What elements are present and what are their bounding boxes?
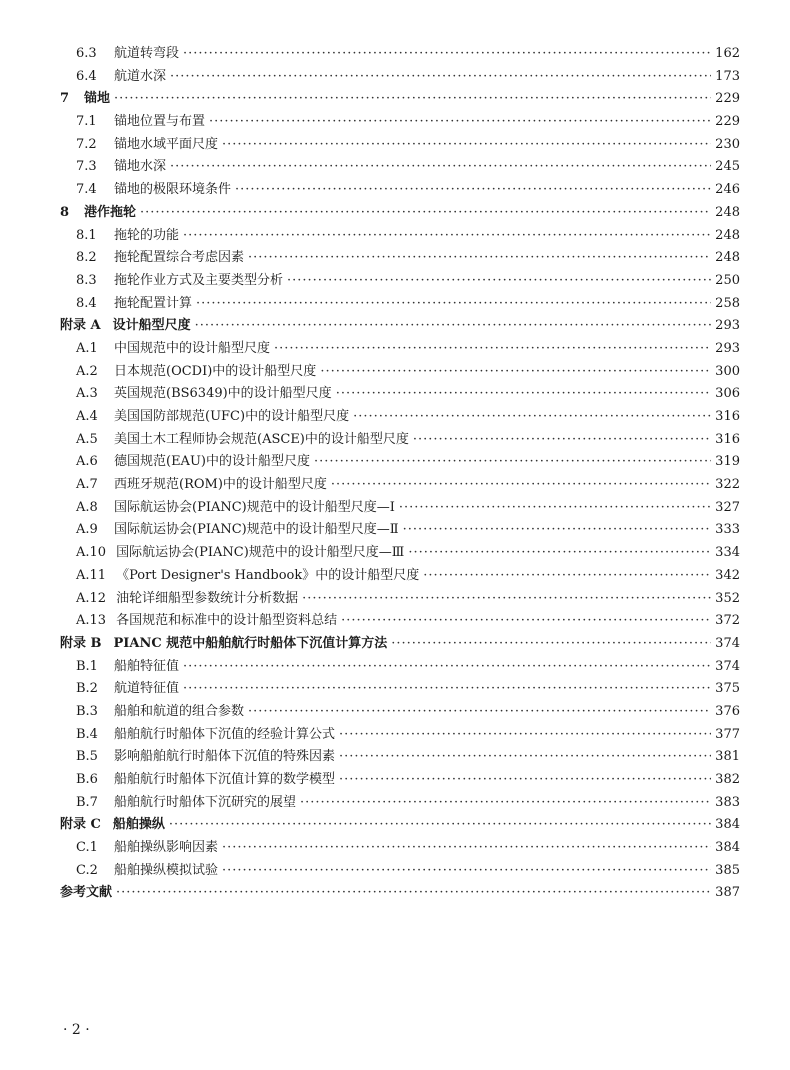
- toc-entry[interactable]: [60, 724, 740, 747]
- toc-entry-number: A.13: [76, 613, 107, 629]
- toc-entry-page: 382: [715, 772, 740, 787]
- toc-entry-number: A.3: [76, 386, 98, 402]
- toc-entry-number: A.2: [76, 363, 98, 379]
- toc-entry-title: 设计船型尺度: [112, 318, 191, 334]
- toc-entry-number: 7: [60, 91, 70, 107]
- toc-entry-title: 锚地水深: [114, 159, 167, 175]
- toc-entry-number: 8: [60, 204, 70, 220]
- dot-leader: [391, 633, 711, 656]
- toc-entry[interactable]: [60, 678, 740, 701]
- dot-leader: [274, 338, 711, 361]
- toc-entry[interactable]: [60, 66, 740, 89]
- toc-entry-title: 锚地位置与布置: [114, 114, 206, 130]
- dot-leader: [222, 837, 711, 860]
- dot-leader: [170, 66, 711, 89]
- toc-entry-title: 航道转弯段: [114, 46, 180, 61]
- toc-entry[interactable]: [60, 746, 740, 769]
- toc-entry-title: 参考文献: [60, 885, 113, 901]
- toc-entry[interactable]: [60, 43, 740, 66]
- toc-entry[interactable]: [60, 497, 740, 520]
- toc-entry[interactable]: [60, 361, 740, 384]
- toc-entry-title: 拖轮的功能: [114, 227, 180, 243]
- dot-leader: [235, 179, 711, 202]
- toc-entry-page: 248: [715, 204, 740, 220]
- toc-entry-page: 316: [715, 431, 740, 447]
- dot-leader: [196, 293, 711, 316]
- toc-entry-title: 船舶和航道的组合参数: [114, 703, 245, 719]
- toc-entry-number: B.6: [76, 772, 98, 787]
- toc-entry-title: 影响船舶航行时船体下沉值的特殊因素: [114, 749, 336, 765]
- toc-entry-number: A.12: [76, 590, 107, 606]
- toc-entry-number: 7.4: [76, 182, 97, 198]
- toc-entry[interactable]: [60, 338, 740, 361]
- dot-leader: [300, 792, 711, 815]
- toc-entry-page: 319: [715, 454, 740, 470]
- toc-entry-page: 258: [715, 295, 740, 311]
- toc-entry-number: A.9: [76, 522, 98, 538]
- toc-entry-page: 372: [715, 613, 740, 629]
- toc-entry[interactable]: [60, 792, 740, 815]
- toc-entry-title: 日本规范(OCDI)中的设计船型尺度: [114, 363, 317, 379]
- toc-entry-number: 7.3: [76, 159, 97, 175]
- toc-entry-number: 6.3: [76, 46, 97, 61]
- dot-leader: [116, 882, 711, 905]
- toc-entry-page: 383: [715, 794, 740, 810]
- toc-entry-title: 国际航运协会(PIANC)规范中的设计船型尺度—Ⅱ: [114, 522, 399, 538]
- toc-entry[interactable]: [60, 588, 740, 611]
- toc-entry-number: B.1: [76, 658, 98, 674]
- toc-entry-number: C.1: [76, 840, 98, 856]
- dot-leader: [222, 134, 711, 157]
- toc-entry-title: 锚地: [84, 91, 111, 107]
- toc-entry-number: 6.4: [76, 68, 97, 84]
- toc-entry-page: 300: [715, 363, 740, 379]
- toc-entry-title: 船舶操纵影响因素: [114, 840, 219, 856]
- toc-entry[interactable]: [60, 225, 740, 248]
- toc-entry-title: 船舶特征值: [114, 658, 180, 674]
- dot-leader: [423, 565, 711, 588]
- toc-entry-title: 国际航运协会(PIANC)规范中的设计船型尺度—Ⅰ: [114, 499, 395, 515]
- toc-entry-title: 船舶航行时船体下沉研究的展望: [114, 794, 297, 810]
- toc-entry-page: 377: [715, 726, 740, 742]
- toc-entry-title: 英国规范(BS6349)中的设计船型尺度: [114, 386, 332, 402]
- toc-entry-title: 美国国防部规范(UFC)中的设计船型尺度: [114, 409, 350, 424]
- toc-entry-number: A.5: [76, 431, 98, 447]
- toc-entry-title: 锚地的极限环境条件: [114, 182, 232, 198]
- toc-entry[interactable]: [60, 88, 740, 111]
- dot-leader: [140, 202, 711, 225]
- toc-entry-title: 拖轮配置计算: [114, 295, 193, 311]
- toc-entry-title: 船舶航行时船体下沉值计算的数学模型: [114, 772, 336, 787]
- dot-leader: [302, 588, 711, 611]
- dot-leader: [341, 610, 711, 633]
- toc-entry-page: 173: [715, 68, 740, 84]
- toc-entry-page: 229: [715, 114, 740, 130]
- toc-entry-page: 293: [715, 318, 740, 334]
- toc-entry-number: 8.4: [76, 295, 97, 311]
- toc-entry[interactable]: [60, 814, 740, 837]
- toc-entry[interactable]: [60, 451, 740, 474]
- dot-leader: [248, 247, 711, 270]
- toc-entry-number: B.4: [76, 726, 98, 742]
- dot-leader: [183, 225, 711, 248]
- dot-leader: [408, 542, 711, 565]
- toc-entry-number: A.10: [76, 545, 107, 561]
- toc-entry-number: 7.2: [76, 136, 97, 152]
- toc-entry[interactable]: [60, 406, 740, 429]
- toc-entry[interactable]: [60, 156, 740, 179]
- dot-leader: [222, 860, 711, 883]
- toc-entry-title: 航道水深: [114, 68, 167, 84]
- toc-entry-title: 船舶操纵: [112, 817, 165, 833]
- toc-entry-page: 374: [715, 658, 740, 674]
- toc-entry[interactable]: [60, 519, 740, 542]
- toc-entry-number: 8.2: [76, 250, 97, 266]
- toc-entry-number: A.7: [76, 477, 98, 493]
- toc-entry-number: 附录 C: [60, 817, 101, 833]
- toc-entry-page: 352: [715, 590, 740, 606]
- dot-leader: [339, 746, 711, 769]
- toc-entry-title: 拖轮作业方式及主要类型分析: [114, 272, 284, 288]
- toc-entry-page: 316: [715, 409, 740, 424]
- toc-entry-page: 162: [715, 46, 740, 61]
- dot-leader: [331, 474, 711, 497]
- toc-entry[interactable]: [60, 610, 740, 633]
- dot-leader: [114, 88, 711, 111]
- toc-entry-number: 7.1: [76, 114, 97, 130]
- toc-entry-page: 387: [715, 885, 740, 901]
- toc-entry-number: A.1: [76, 340, 98, 356]
- toc-entry-page: 248: [715, 250, 740, 266]
- toc-entry-page: 342: [715, 567, 740, 583]
- toc-entry[interactable]: [60, 701, 740, 724]
- dot-leader: [248, 701, 711, 724]
- dot-leader: [170, 156, 711, 179]
- toc-entry-page: 381: [715, 749, 740, 765]
- toc-entry[interactable]: [60, 882, 740, 905]
- toc-entry[interactable]: [60, 270, 740, 293]
- toc-entry[interactable]: [60, 860, 740, 883]
- dot-leader: [336, 383, 711, 406]
- toc-entry-page: 245: [715, 159, 740, 175]
- dot-leader: [195, 315, 712, 338]
- toc-entry-number: C.2: [76, 862, 98, 878]
- toc-entry[interactable]: [60, 474, 740, 497]
- toc-entry-page: 333: [715, 522, 740, 538]
- toc-entry-page: 334: [715, 545, 740, 561]
- toc-entry-title: 中国规范中的设计船型尺度: [114, 340, 271, 356]
- toc-entry-title: 德国规范(EAU)中的设计船型尺度: [114, 454, 310, 470]
- toc-entry-page: 229: [715, 91, 740, 107]
- dot-leader: [339, 769, 711, 792]
- toc-entry[interactable]: [60, 837, 740, 860]
- toc-entry-page: 375: [715, 681, 740, 697]
- toc-entry-page: 385: [715, 862, 740, 878]
- dot-leader: [413, 429, 711, 452]
- toc-entry-title: PIANC 规范中船舶航行时船体下沉值计算方法: [113, 635, 388, 651]
- toc-entry-title: 锚地水域平面尺度: [114, 136, 219, 152]
- table-of-contents: [60, 43, 740, 905]
- toc-entry[interactable]: [60, 293, 740, 316]
- toc-entry-page: 384: [715, 840, 740, 856]
- toc-entry-number: A.4: [76, 409, 98, 424]
- dot-leader: [183, 43, 711, 66]
- toc-entry-title: 各国规范和标准中的设计船型资料总结: [116, 613, 338, 629]
- toc-entry-number: 8.3: [76, 272, 97, 288]
- toc-entry-title: 美国土木工程师协会规范(ASCE)中的设计船型尺度: [114, 431, 409, 447]
- toc-entry-page: 248: [715, 227, 740, 243]
- toc-entry-page: 322: [715, 477, 740, 493]
- toc-entry-number: 8.1: [76, 227, 97, 243]
- toc-entry-number: A.11: [76, 567, 107, 583]
- dot-leader: [183, 656, 711, 679]
- dot-leader: [320, 361, 711, 384]
- toc-entry-number: B.5: [76, 749, 98, 765]
- toc-entry-page: 374: [715, 635, 740, 651]
- toc-entry-title: 油轮详细船型参数统计分析数据: [116, 590, 299, 606]
- toc-entry[interactable]: [60, 383, 740, 406]
- toc-entry-title: 港作拖轮: [84, 204, 137, 220]
- toc-entry-title: 航道特征值: [114, 681, 180, 697]
- toc-entry-page: 306: [715, 386, 740, 402]
- page-number: · 2 ·: [63, 1022, 90, 1038]
- toc-entry-page: 327: [715, 499, 740, 515]
- toc-entry[interactable]: [60, 633, 740, 656]
- toc-entry[interactable]: [60, 656, 740, 679]
- toc-entry[interactable]: [60, 315, 740, 338]
- toc-entry-page: 230: [715, 136, 740, 152]
- toc-entry[interactable]: [60, 111, 740, 134]
- dot-leader: [169, 814, 711, 837]
- toc-entry-page: 384: [715, 817, 740, 833]
- toc-entry[interactable]: [60, 542, 740, 565]
- dot-leader: [314, 451, 711, 474]
- toc-entry[interactable]: [60, 247, 740, 270]
- toc-entry-page: 293: [715, 340, 740, 356]
- dot-leader: [339, 724, 711, 747]
- toc-entry-number: B.3: [76, 703, 98, 719]
- toc-entry-title: 拖轮配置综合考虑因素: [114, 250, 245, 266]
- toc-entry-number: B.2: [76, 681, 98, 697]
- dot-leader: [209, 111, 711, 134]
- toc-entry[interactable]: [60, 202, 740, 225]
- toc-entry[interactable]: [60, 134, 740, 157]
- toc-entry-number: A.8: [76, 499, 98, 515]
- toc-entry-number: B.7: [76, 794, 98, 810]
- toc-entry[interactable]: [60, 429, 740, 452]
- toc-entry-number: A.6: [76, 454, 98, 470]
- dot-leader: [183, 678, 711, 701]
- toc-entry-title: 船舶操纵模拟试验: [114, 862, 219, 878]
- dot-leader: [399, 497, 711, 520]
- toc-entry-title: 《Port Designer's Handbook》中的设计船型尺度: [116, 567, 420, 583]
- toc-entry-title: 船舶航行时船体下沉值的经验计算公式: [114, 726, 336, 742]
- toc-entry-page: 376: [715, 703, 740, 719]
- dot-leader: [353, 406, 711, 429]
- toc-entry[interactable]: [60, 769, 740, 792]
- toc-entry-page: 246: [715, 182, 740, 198]
- toc-entry[interactable]: [60, 565, 740, 588]
- toc-entry-number: 附录 A: [60, 318, 101, 334]
- dot-leader: [287, 270, 711, 293]
- toc-entry-number: 附录 B: [60, 635, 102, 651]
- toc-entry-page: 250: [715, 272, 740, 288]
- toc-entry[interactable]: [60, 179, 740, 202]
- dot-leader: [403, 519, 712, 542]
- toc-entry-title: 国际航运协会(PIANC)规范中的设计船型尺度—Ⅲ: [116, 545, 405, 561]
- toc-entry-title: 西班牙规范(ROM)中的设计船型尺度: [114, 477, 327, 493]
